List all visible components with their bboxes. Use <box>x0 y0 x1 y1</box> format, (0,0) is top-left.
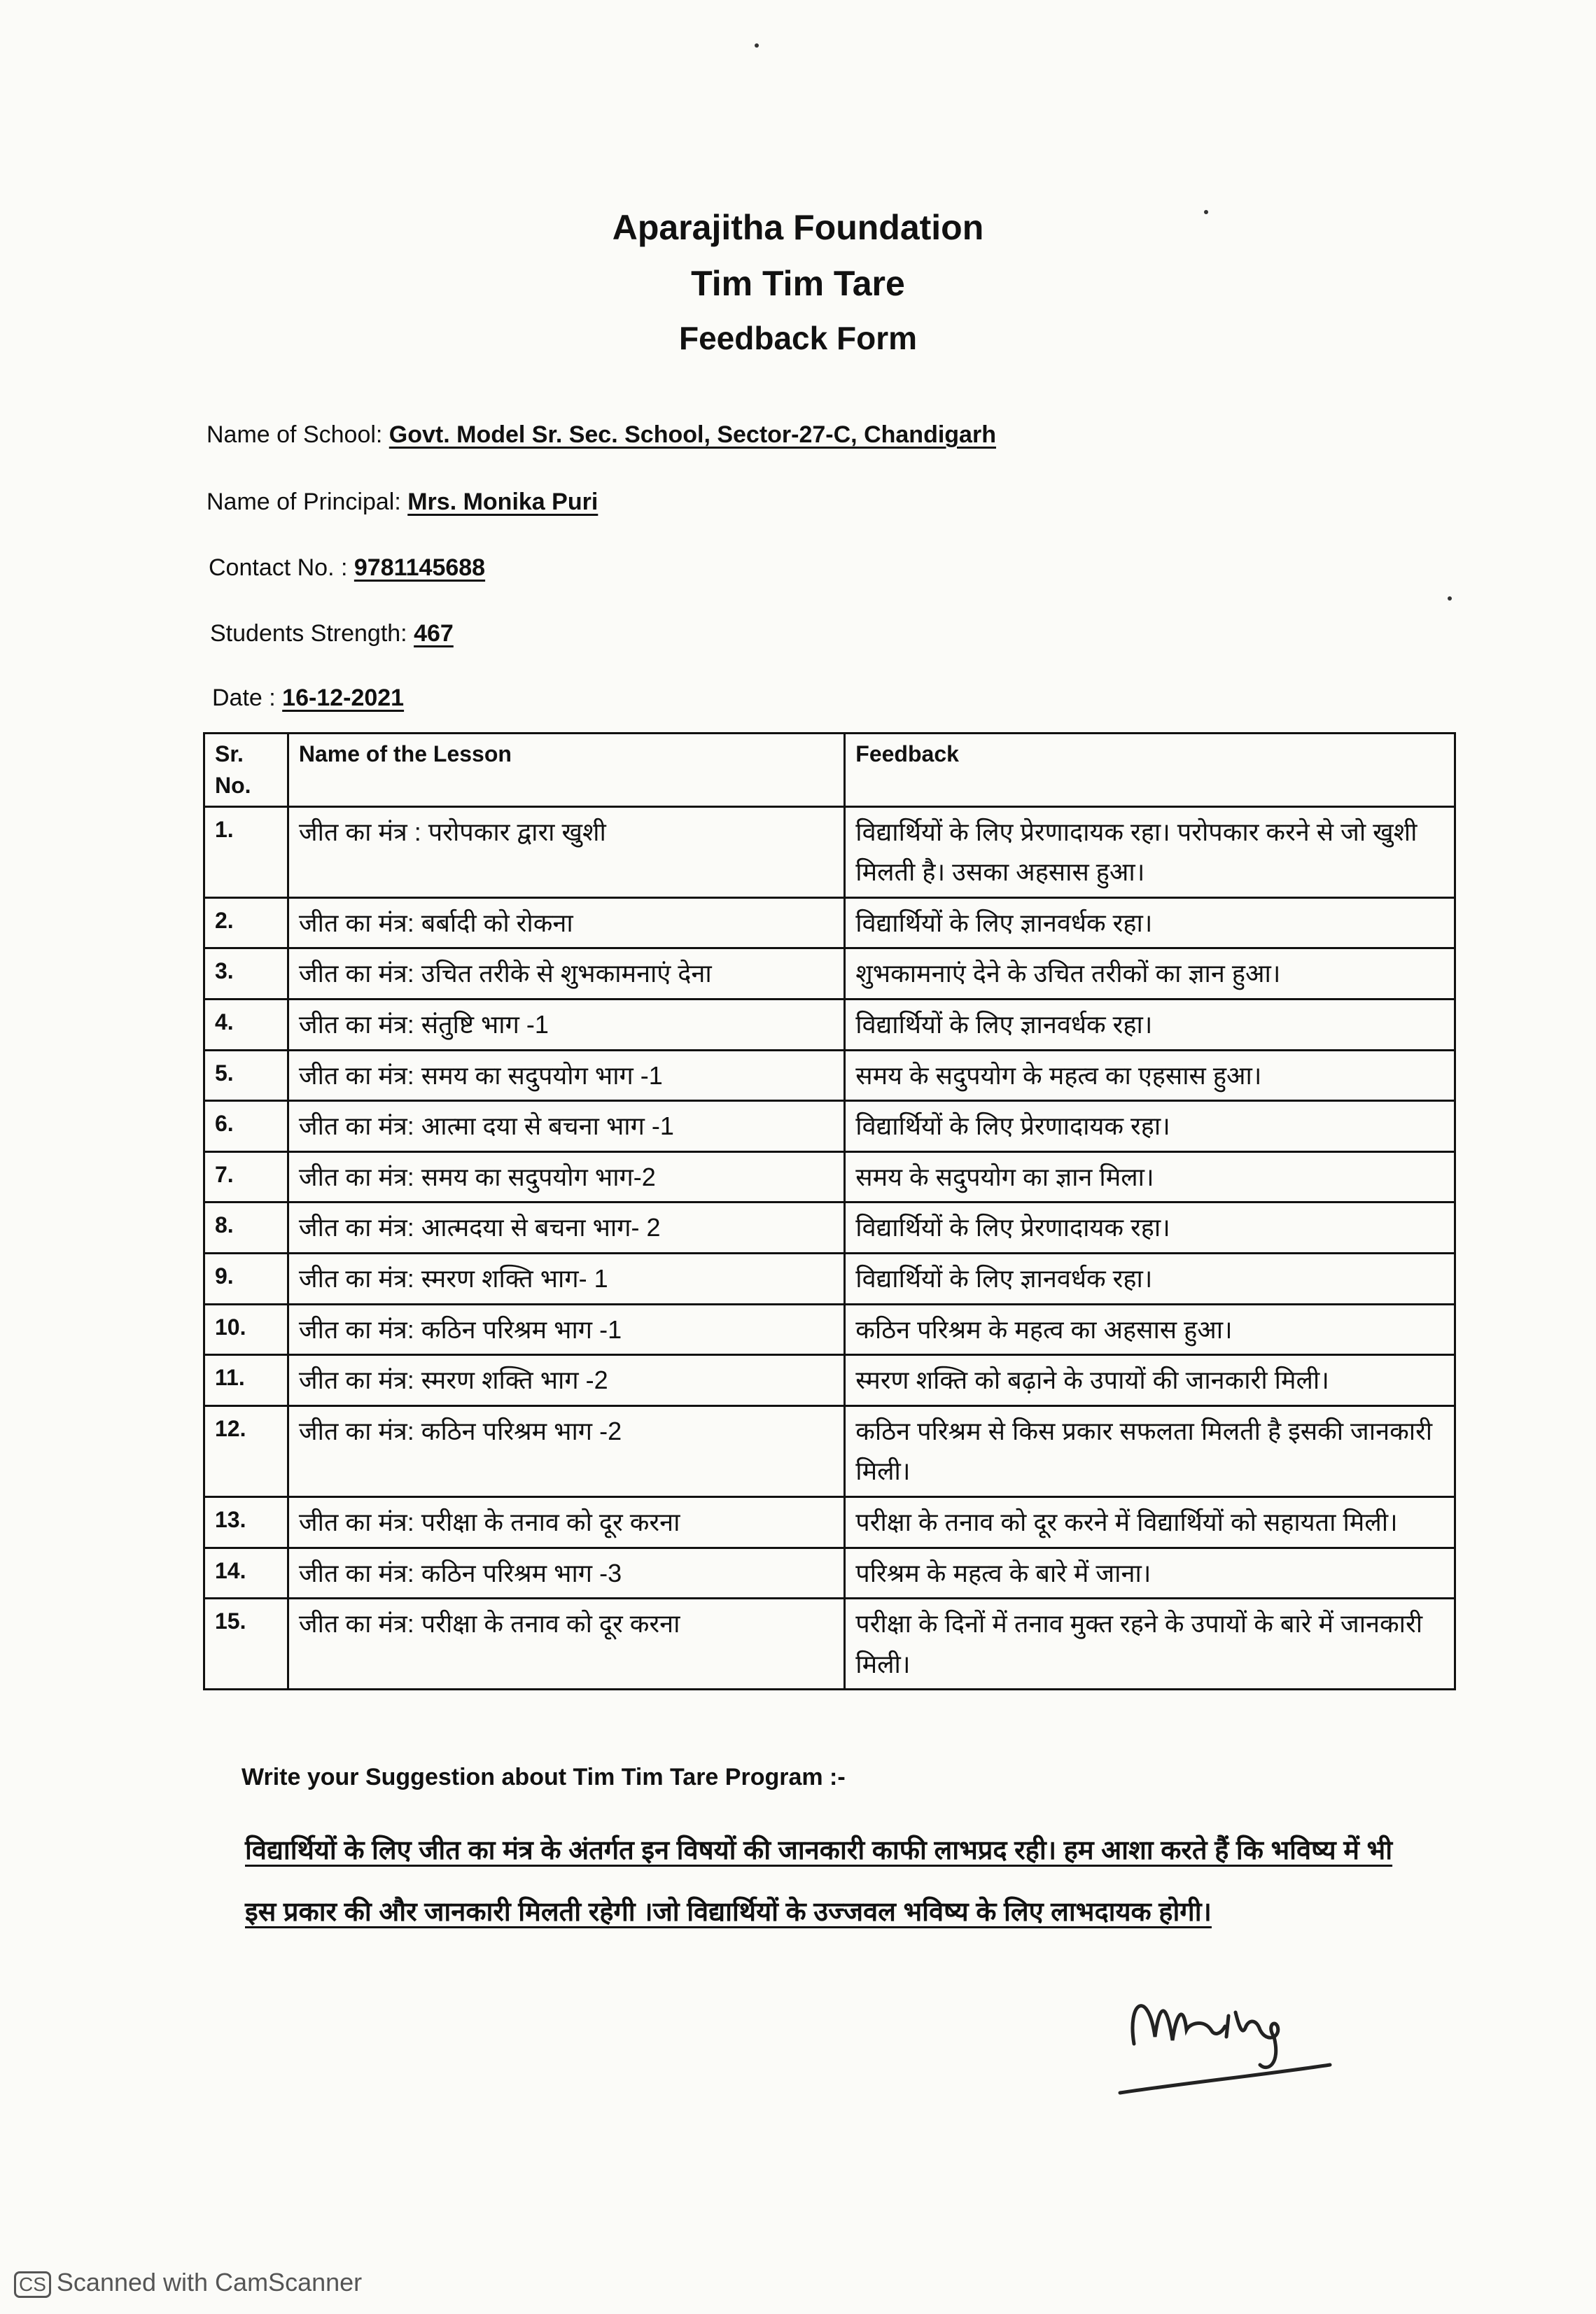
row-number: 15. <box>204 1599 288 1690</box>
row-lesson: जीत का मंत्र: कठिन परिश्रम भाग -3 <box>288 1548 844 1599</box>
row-lesson: जीत का मंत्र: बर्बादी को रोकना <box>288 897 844 948</box>
row-feedback: विद्यार्थियों के लिए ज्ञानवर्धक रहा। <box>845 897 1455 948</box>
strength-label: Students Strength: <box>210 620 414 647</box>
scan-speck <box>1448 596 1452 601</box>
row-lesson: जीत का मंत्र: आत्मदया से बचना भाग- 2 <box>288 1202 844 1254</box>
row-feedback: विद्यार्थियों के लिए ज्ञानवर्धक रहा। <box>845 999 1455 1050</box>
principal-label: Name of Principal: <box>206 489 408 515</box>
row-feedback: विद्यार्थियों के लिए प्रेरणादायक रहा। <box>845 1101 1455 1152</box>
header-lesson: Name of the Lesson <box>288 734 844 807</box>
table-row <box>204 1151 1455 1202</box>
row-number: 8. <box>204 1202 288 1254</box>
row-lesson: जीत का मंत्र: परीक्षा के तनाव को दूर करना <box>288 1599 844 1690</box>
row-lesson: जीत का मंत्र: उचित तरीके से शुभकामनाएं देना <box>288 948 844 1000</box>
table-row <box>204 1050 1455 1101</box>
principal-value: Mrs. Monika Puri <box>407 489 598 515</box>
table-row <box>204 1202 1455 1254</box>
row-lesson: जीत का मंत्र: स्मरण शक्ति भाग- 1 <box>288 1253 844 1304</box>
row-lesson: जीत का मंत्र: समय का सदुपयोग भाग -1 <box>288 1050 844 1101</box>
row-feedback: परिश्रम के महत्व के बारे में जाना। <box>845 1548 1455 1599</box>
scanner-watermark <box>14 2268 362 2298</box>
row-feedback: शुभकामनाएं देने के उचित तरीकों का ज्ञान हुआ। <box>845 948 1455 1000</box>
table-row <box>204 1304 1455 1355</box>
row-lesson: जीत का मंत्र: कठिन परिश्रम भाग -2 <box>288 1405 844 1496</box>
row-lesson: जीत का मंत्र: कठिन परिश्रम भाग -1 <box>288 1304 844 1355</box>
school-field <box>206 421 996 449</box>
date-value: 16-12-2021 <box>282 685 405 711</box>
table-row <box>204 897 1455 948</box>
row-lesson: जीत का मंत्र : परोपकार द्वारा खुशी <box>288 806 844 897</box>
row-number: 4. <box>204 999 288 1050</box>
row-lesson: जीत का मंत्र: समय का सदुपयोग भाग-2 <box>288 1151 844 1202</box>
row-feedback: कठिन परिश्रम से किस प्रकार सफलता मिलती है इसकी जानकारी मिली। <box>845 1405 1455 1496</box>
row-number: 10. <box>204 1304 288 1355</box>
row-lesson: जीत का मंत्र: परीक्षा के तनाव को दूर करना <box>288 1496 844 1548</box>
row-number: 11. <box>204 1355 288 1406</box>
table-row <box>204 999 1455 1050</box>
strength-field <box>210 620 454 647</box>
principal-field <box>206 489 598 516</box>
school-value: Govt. Model Sr. Sec. School, Sector-27-C, Chandigarh <box>388 421 996 448</box>
row-feedback: समय के सदुपयोग के महत्व का एहसास हुआ। <box>845 1050 1455 1101</box>
row-number: 12. <box>204 1405 288 1496</box>
suggestion-heading: Write your Suggestion about Tim Tim Tare Program :- <box>241 1764 846 1790</box>
table-row <box>204 948 1455 1000</box>
row-number: 7. <box>204 1151 288 1202</box>
table-row <box>204 806 1455 897</box>
contact-value: 9781145688 <box>354 554 486 581</box>
row-number: 13. <box>204 1496 288 1548</box>
form-title: Feedback Form <box>679 320 917 356</box>
contact-label: Contact No. : <box>209 554 354 581</box>
scan-speck <box>755 43 759 48</box>
camscanner-logo-icon: CS <box>14 2271 51 2298</box>
program-title: Tim Tim Tare <box>691 264 905 303</box>
date-label: Date : <box>212 685 283 711</box>
table-row <box>204 1496 1455 1548</box>
table-row <box>204 1405 1455 1496</box>
row-number: 2. <box>204 897 288 948</box>
row-number: 14. <box>204 1548 288 1599</box>
row-lesson: जीत का मंत्र: संतुष्टि भाग -1 <box>288 999 844 1050</box>
school-label: Name of School: <box>206 421 389 448</box>
row-lesson: जीत का मंत्र: स्मरण शक्ति भाग -2 <box>288 1355 844 1406</box>
row-number: 9. <box>204 1253 288 1304</box>
strength-value: 467 <box>414 620 454 647</box>
header-sr-no: Sr. No. <box>204 734 288 807</box>
row-feedback: कठिन परिश्रम के महत्व का अहसास हुआ। <box>845 1304 1455 1355</box>
header-feedback: Feedback <box>845 734 1455 807</box>
table-row <box>204 1253 1455 1304</box>
feedback-table <box>203 732 1456 1690</box>
row-number: 5. <box>204 1050 288 1101</box>
table-row <box>204 1355 1455 1406</box>
row-feedback: विद्यार्थियों के लिए प्रेरणादायक रहा। <box>845 1202 1455 1254</box>
table-row <box>204 1101 1455 1152</box>
suggestion-text: विद्यार्थियों के लिए जीत का मंत्र के अंतर्गत इन विषयों की जानकारी काफी लाभप्रद रही। हम आशा करते हैं कि भविष्य में भी इस प्रकार की और जानकारी मिलती रहेगी ।जो विद्यार्थियों के उज्जवल भविष्य के लिए लाभदायक होगी। <box>245 1836 1393 1927</box>
row-feedback: परीक्षा के दिनों में तनाव मुक्त रहने के उपायों के बारे में जानकारी मिली। <box>845 1599 1455 1690</box>
scan-speck <box>1204 210 1208 214</box>
signature-image <box>1106 1960 1344 2114</box>
row-feedback: परीक्षा के तनाव को दूर करने में विद्यार्थियों को सहायता मिली। <box>845 1496 1455 1548</box>
row-lesson: जीत का मंत्र: आत्मा दया से बचना भाग -1 <box>288 1101 844 1152</box>
date-field <box>212 685 404 712</box>
table-row <box>204 1548 1455 1599</box>
row-feedback: स्मरण शक्ति को बढ़ाने के उपायों की जानकारी मिली। <box>845 1355 1455 1406</box>
row-feedback: विद्यार्थियों के लिए प्रेरणादायक रहा। परोपकार करने से जो खुशी मिलती है। उसका अहसास हुआ। <box>845 806 1455 897</box>
table-header-row <box>204 734 1455 807</box>
watermark-text: Scanned with CamScanner <box>56 2268 363 2297</box>
row-number: 6. <box>204 1101 288 1152</box>
table-row <box>204 1599 1455 1690</box>
row-feedback: विद्यार्थियों के लिए ज्ञानवर्धक रहा। <box>845 1253 1455 1304</box>
contact-field <box>209 554 485 582</box>
org-title: Aparajitha Foundation <box>612 208 984 247</box>
row-number: 1. <box>204 806 288 897</box>
row-feedback: समय के सदुपयोग का ज्ञान मिला। <box>845 1151 1455 1202</box>
row-number: 3. <box>204 948 288 1000</box>
